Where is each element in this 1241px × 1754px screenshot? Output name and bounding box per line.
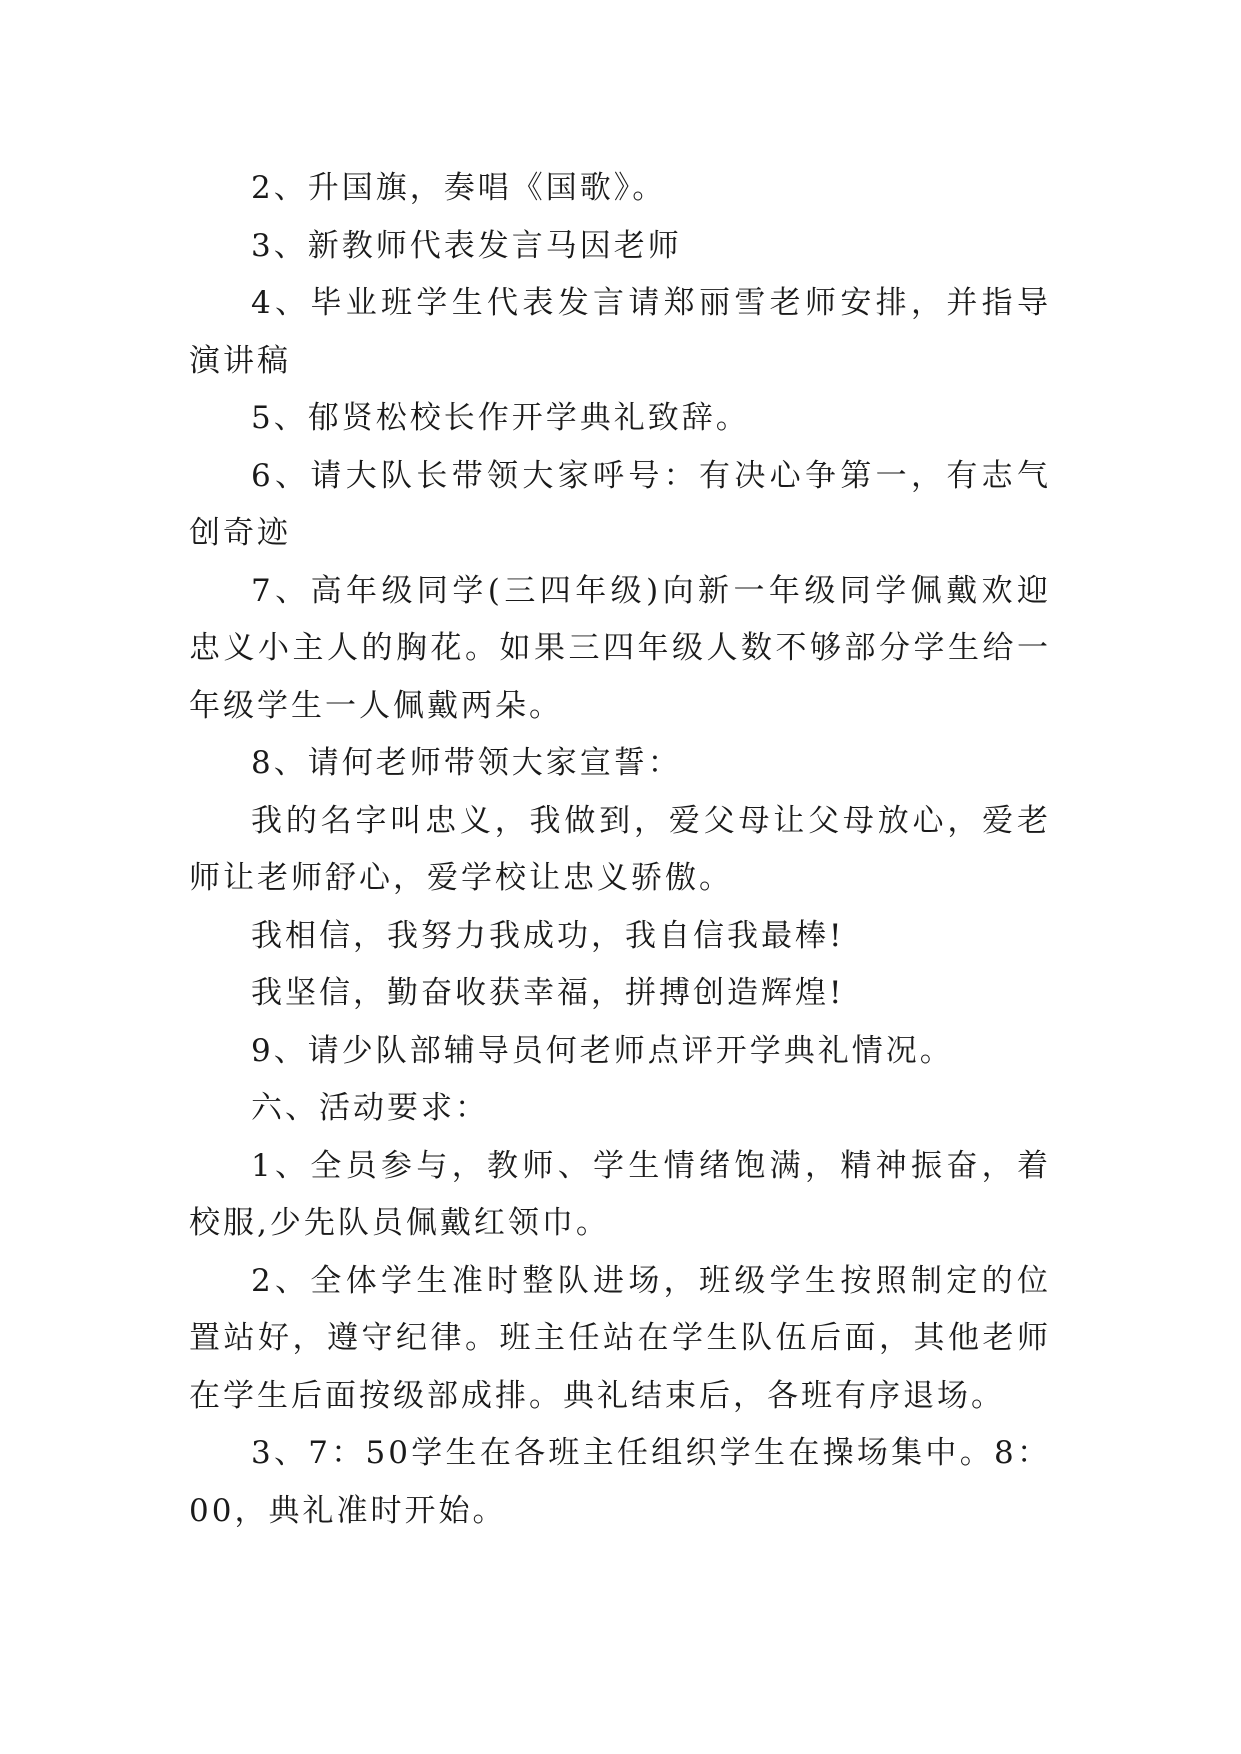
paragraph-program-item-3: 3、新教师代表发言马因老师: [251, 227, 682, 264]
document-body: [189, 160, 1051, 1540]
paragraph-program-item-8: 8、请何老师带领大家宣誓：: [251, 745, 682, 781]
paragraph-program-item-9: 9、请少队部辅导员何老师点评开学典礼情况。: [251, 1032, 954, 1069]
paragraph-program-item-7: 7、高年级同学(三四年级)向新一年级同学佩戴欢迎忠义小主人的胸花。如果三四年级人数不够部分学生给一年级学生一人佩戴两朵。: [189, 572, 1051, 724]
paragraph-requirement-2: 2、全体学生准时整队进场，班级学生按照制定的位置站好，遵守纪律。班主任站在学生队伍后面，其他老师在学生后面按级部成排。典礼结束后，各班有序退场。: [189, 1262, 1051, 1414]
paragraph-requirement-3: 3、7：50学生在各班主任组织学生在操场集中。8：00，典礼准时开始。: [189, 1435, 1051, 1529]
paragraph-program-item-2: 2、升国旗，奏唱《国歌》。: [251, 170, 667, 206]
paragraph-oath-line-1: 我的名字叫忠义，我做到，爱父母让父母放心，爱老师让老师舒心，爱学校让忠义骄傲。: [189, 802, 1051, 896]
paragraph-program-item-4: 4、毕业班学生代表发言请郑丽雪老师安排，并指导演讲稿: [189, 285, 1051, 379]
paragraph-program-item-6: 6、请大队长带领大家呼号：有决心争第一，有志气创奇迹: [189, 457, 1051, 551]
paragraph-oath-line-3: 我坚信，勤奋收获幸福，拼搏创造辉煌!: [251, 975, 845, 1011]
paragraph-program-item-5: 5、郁贤松校长作开学典礼致辞。: [251, 400, 750, 436]
paragraph-requirement-1: 1、全员参与，教师、学生情绪饱满，精神振奋，着校服,少先队员佩戴红领巾。: [189, 1147, 1051, 1241]
section-heading-requirements: 六、活动要求：: [251, 1090, 489, 1126]
paragraph-oath-line-2: 我相信，我努力我成功，我自信我最棒!: [251, 917, 845, 954]
